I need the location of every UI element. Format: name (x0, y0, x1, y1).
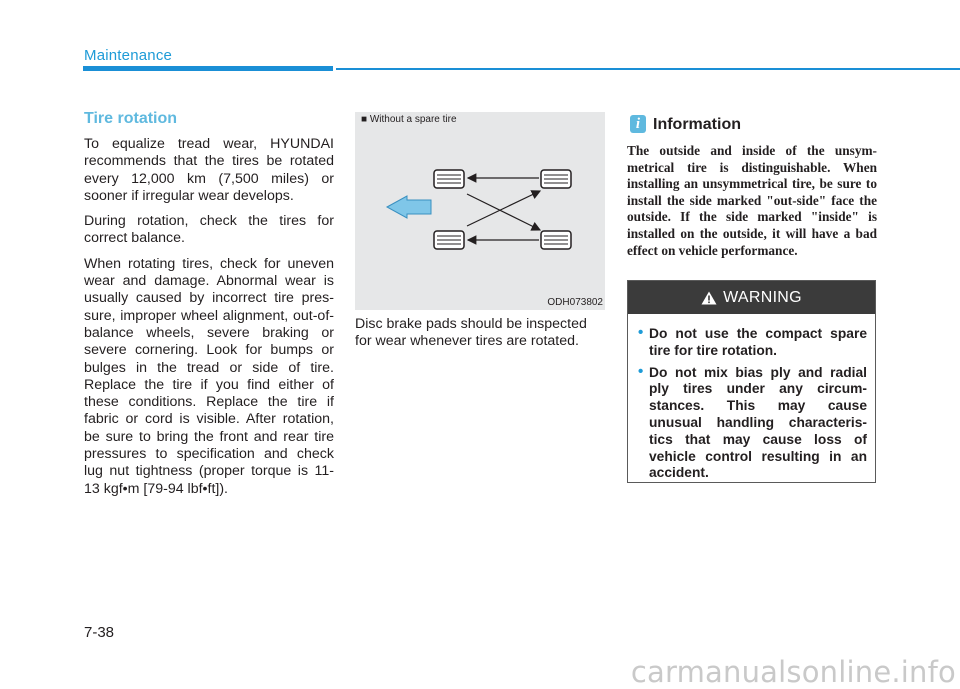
tire-front-right-icon (434, 231, 464, 249)
figure-caption: ■ Without a spare tire (361, 114, 457, 125)
tire-rear-left-icon (541, 170, 571, 188)
tire-rotation-diagram (355, 112, 605, 310)
information-title: Information (653, 116, 741, 133)
brake-pad-note: Disc brake pads should be inspected for wear whenever tires are rotated. (355, 316, 587, 350)
warning-triangle-icon (701, 291, 717, 305)
paragraph-1: To equalize tread wear, HYUNDAI recommends that the tires be rotated every 12,000 km (7,500 miles) or sooner if irregular wear develops. (84, 136, 334, 204)
warning-box (627, 280, 876, 483)
tire-front-left-icon (434, 170, 464, 188)
vehicle-front-arrow-icon (387, 196, 431, 218)
paragraph-2: During rotation, check the tires for correct balance. (84, 213, 334, 247)
warning-title: WARNING (723, 289, 802, 306)
warning-list (628, 314, 875, 482)
body-text-column (84, 136, 334, 506)
rotation-arrow-front-left-to-rear-right (467, 194, 540, 230)
tire-rotation-figure (355, 112, 605, 310)
header-rule-thin (336, 68, 960, 70)
warning-item: • Do not mix bias ply and radial ply tires under any circum-stances. This may cause unusual handling characteris-tics that may cause loss of vehicle control resulting in an accident. (638, 365, 867, 483)
warning-header (628, 281, 875, 314)
rotation-arrow-front-right-to-rear-left (467, 191, 540, 226)
warning-item: • Do not use the compact spare tire for tire rotation. (638, 326, 867, 360)
section-header: Maintenance (84, 47, 173, 64)
watermark: carmanualsonline.info (630, 655, 956, 689)
tire-rear-right-icon (541, 231, 571, 249)
figure-code: ODH073802 (547, 297, 603, 308)
header-rule-thick (83, 66, 333, 71)
section-title: Tire rotation (84, 110, 178, 127)
paragraph-3: When rotating tires, check for uneven wear and damage. Abnormal wear is usually caused by incorrect tire pres-sure, improper wheel alignment, out-of-balance wheels, severe braking or severe cornering. Look for bumps or bulges in the tread or side of tire. Replace the tire if you find either of these conditions. Replace the tire if fabric or cord is visible. After rotation, be sure to bring the front and rear tire pressures to specification and check lug nut tightness (proper torque is 11-13 kgf•m [79-94 lbf•ft]). (84, 255, 334, 497)
information-body: The outside and inside of the unsym-metrical tire is distinguishable. When installing an unsymmetrical tire, be sure to install the side marked "out-side" face the outside. If the side marked "inside" is installed on the outside, it will have a bad effect on vehicle performance. (627, 143, 877, 258)
page-number: 7-38 (84, 624, 115, 641)
info-icon: i (630, 115, 646, 133)
